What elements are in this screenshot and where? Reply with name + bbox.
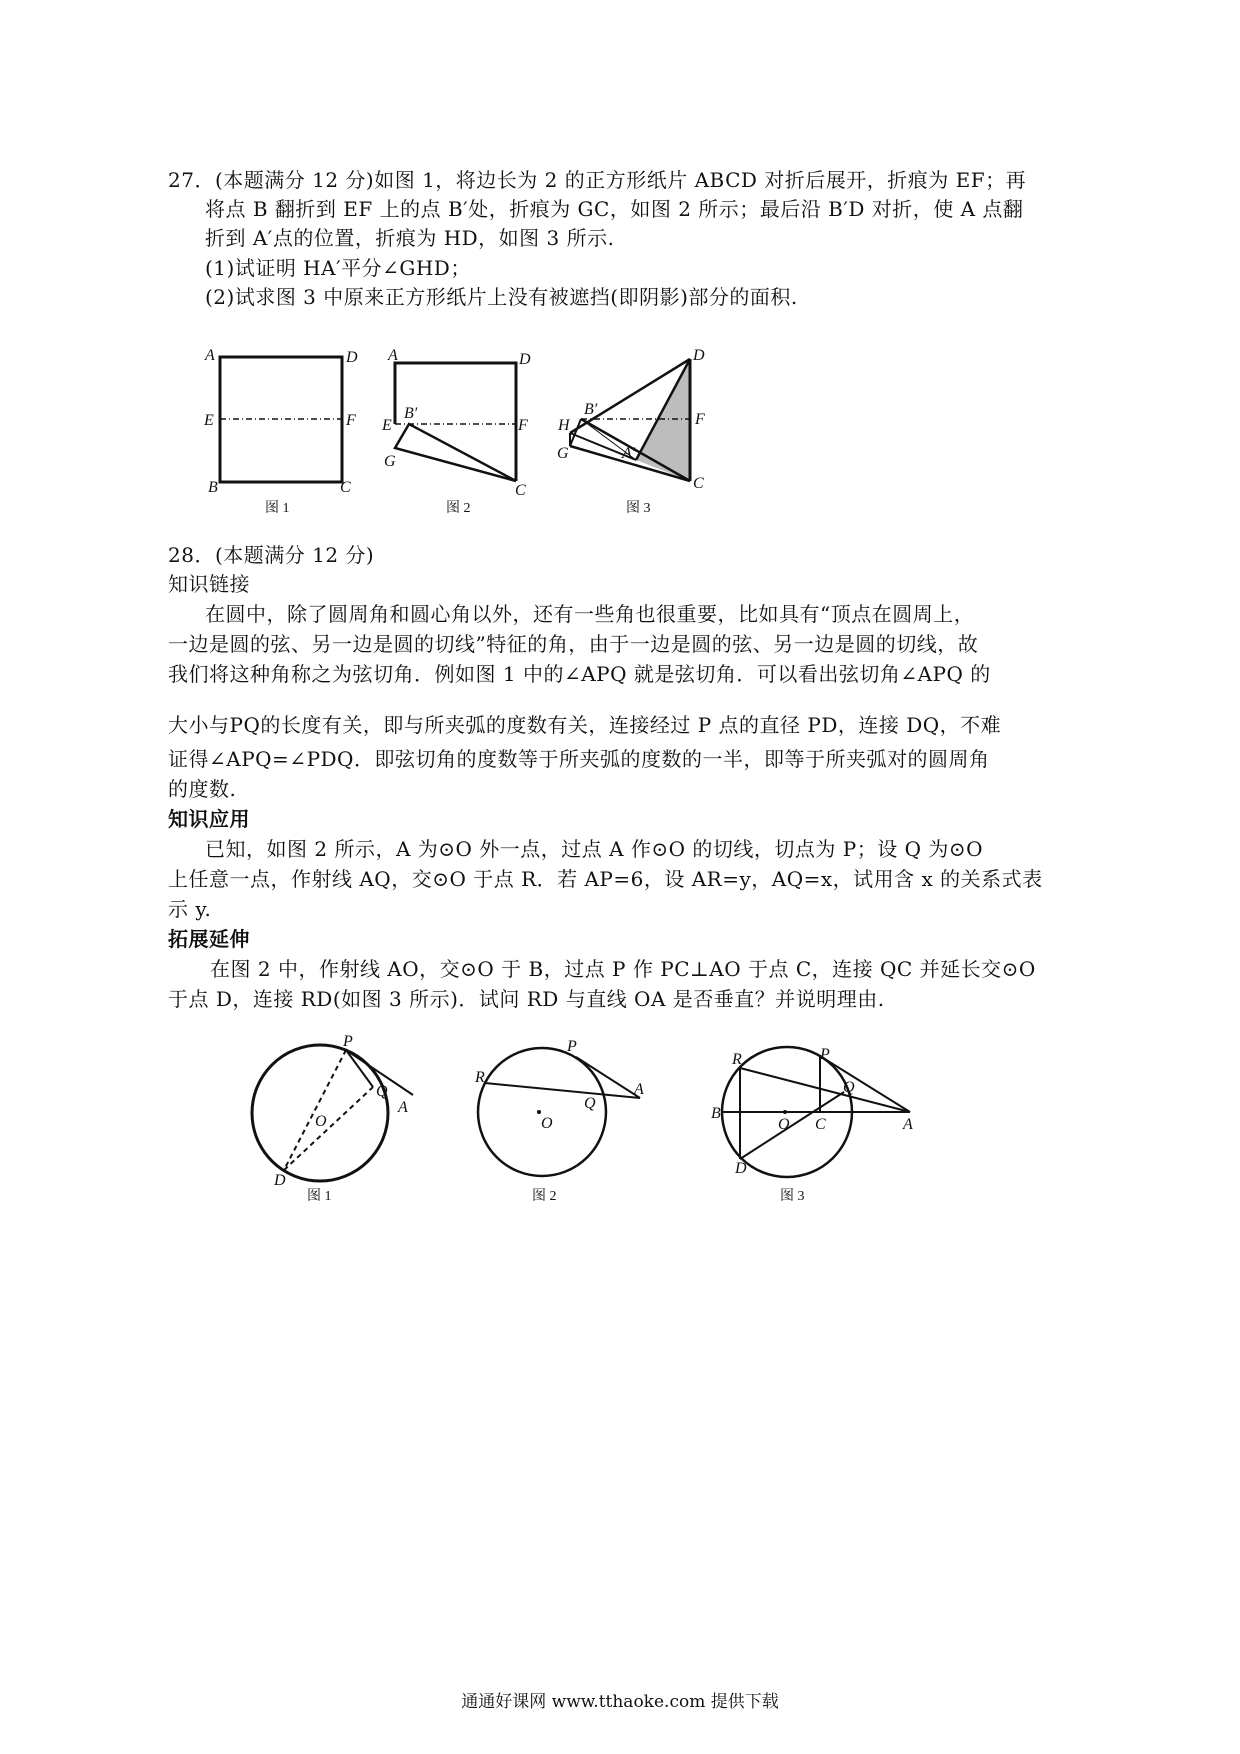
label-o: O: [541, 1115, 553, 1132]
footer-credit: 通通好课网 www.tthaoke.com 提供下载: [461, 1692, 779, 1712]
label-a: A: [398, 1099, 408, 1116]
q28-sec3-line1: 在图 2 中，作射线 AO，交⊙O 于 B，过点 P 作 PC⊥AO 于点 C，连接 QC 并延长交⊙O: [210, 957, 1036, 981]
label-b: B: [711, 1105, 721, 1122]
label-d: D: [346, 349, 358, 366]
q27-figure-3: [548, 340, 728, 530]
q27-part2: (2)试求图 3 中原来正方形纸片上没有被遮挡(即阴影)部分的面积.: [205, 285, 798, 309]
q27-part1: (1)试证明 HA′平分∠GHD；: [205, 256, 471, 280]
q28-sec2-line2: 上任意一点，作射线 AQ，交⊙O 于点 R．若 AP=6，设 AR=y，AQ=x，试用含 x 的关系式表: [168, 867, 1043, 891]
q28-sec1-line1: 在圆中，除了圆周角和圆心角以外，还有一些角也很重要，比如具有“顶点在圆周上，: [205, 602, 975, 626]
q28-sec1-line4: 大小与PQ的长度有关，即与所夹弧的度数有关，连接经过 P 点的直径 PD，连接 DQ，不难: [168, 713, 1002, 737]
label-p: P: [567, 1038, 577, 1055]
label-a: A: [205, 347, 215, 364]
q28-section-knowledge-link: 知识链接: [168, 572, 250, 596]
label-d: D: [519, 351, 531, 368]
chord-pq: [346, 1050, 373, 1087]
line-dq: [740, 1092, 844, 1159]
label-f: F: [346, 412, 356, 429]
q28-sec2-line1: 已知，如图 2 所示，A 为⊙O 外一点，过点 A 作⊙O 的切线，切点为 P；设 Q 为⊙O: [205, 837, 984, 861]
figure-caption: 图 3: [780, 1189, 805, 1204]
chord-dq: [284, 1087, 373, 1170]
q27-figure-2: [378, 340, 548, 530]
q28-sec1-line3: 我们将这种角称之为弦切角．例如图 1 中的∠APQ 就是弦切角．可以看出弦切角∠APQ 的: [168, 662, 991, 686]
label-g: G: [557, 445, 569, 462]
label-d: D: [693, 347, 705, 364]
label-a-prime: A′: [622, 445, 636, 462]
label-c: C: [515, 482, 526, 499]
q28-section-extension: 拓展延伸: [168, 927, 250, 951]
label-c: C: [815, 1116, 826, 1133]
label-g: G: [384, 453, 396, 470]
label-b-prime: B′: [404, 405, 418, 422]
label-a: A: [634, 1081, 644, 1098]
q28-sec1-line6: 的度数.: [168, 777, 237, 801]
q28-figure-2: [465, 1030, 655, 1210]
label-b-prime: B′: [584, 401, 598, 418]
q28-title: 28．(本题满分 12 分): [168, 543, 375, 567]
tangent-pa: [820, 1056, 910, 1112]
circle-o: [478, 1048, 606, 1176]
figure-caption: 图 2: [532, 1189, 557, 1204]
label-p: P: [820, 1046, 830, 1063]
q27-figure-1: [195, 340, 370, 530]
label-o: O: [778, 1116, 790, 1133]
figure-caption: 图 1: [307, 1189, 332, 1204]
label-c: C: [693, 475, 704, 492]
center-dot: [783, 1110, 787, 1114]
label-f: F: [695, 411, 705, 428]
label-h: H: [558, 417, 570, 434]
label-q: Q: [376, 1083, 388, 1100]
label-q: Q: [843, 1079, 855, 1096]
diameter-pd: [284, 1050, 346, 1170]
q28-figure-3: [700, 1030, 930, 1210]
q27-line2: 将点 B 翻折到 EF 上的点 B′处，折痕为 GC，如图 2 所示；最后沿 B′D 对折，使 A 点翻: [205, 197, 1024, 221]
shaded-region: [636, 361, 690, 481]
label-b: B: [208, 479, 218, 496]
figure-caption: 图 2: [446, 501, 471, 516]
q28-sec2-line3: 示 y.: [168, 897, 212, 921]
center-dot: [537, 1110, 541, 1114]
figure-caption: 图 1: [265, 501, 290, 516]
label-c: C: [340, 479, 351, 496]
q28-figure-1: [240, 1030, 430, 1210]
q27-line3: 折到 A′点的位置，折痕为 HD，如图 3 所示.: [205, 226, 615, 250]
q28-sec1-line2: 一边是圆的弦、另一边是圆的切线”特征的角，由于一边是圆的弦、另一边是圆的切线，故: [168, 632, 979, 656]
label-e: E: [382, 417, 392, 434]
label-e: E: [204, 412, 214, 429]
q27-line1: 27．(本题满分 12 分)如图 1，将边长为 2 的正方形纸片 ABCD 对折后展开，折痕为 EF；再: [168, 168, 1027, 192]
q28-section-knowledge-application: 知识应用: [168, 807, 250, 831]
q28-sec3-line2: 于点 D，连接 RD(如图 3 所示)．试问 RD 与直线 OA 是否垂直？并说明理由.: [168, 987, 885, 1011]
label-a: A: [903, 1116, 913, 1133]
figure-caption: 图 3: [626, 501, 651, 516]
q28-sec1-line5: 证得∠APQ=∠PDQ．即弦切角的度数等于所夹弧的度数的一半，即等于所夹弧对的圆周角: [168, 747, 990, 771]
label-d: D: [274, 1172, 286, 1189]
label-f: F: [518, 417, 528, 434]
label-a: A: [388, 347, 398, 364]
label-r: R: [475, 1069, 485, 1086]
label-r: R: [732, 1051, 742, 1068]
label-d: D: [735, 1160, 747, 1177]
label-o: O: [315, 1113, 327, 1130]
secant-ra: [485, 1083, 640, 1098]
label-q: Q: [584, 1095, 596, 1112]
folded-triangle-gb-c: [395, 424, 516, 481]
label-p: P: [343, 1033, 353, 1050]
